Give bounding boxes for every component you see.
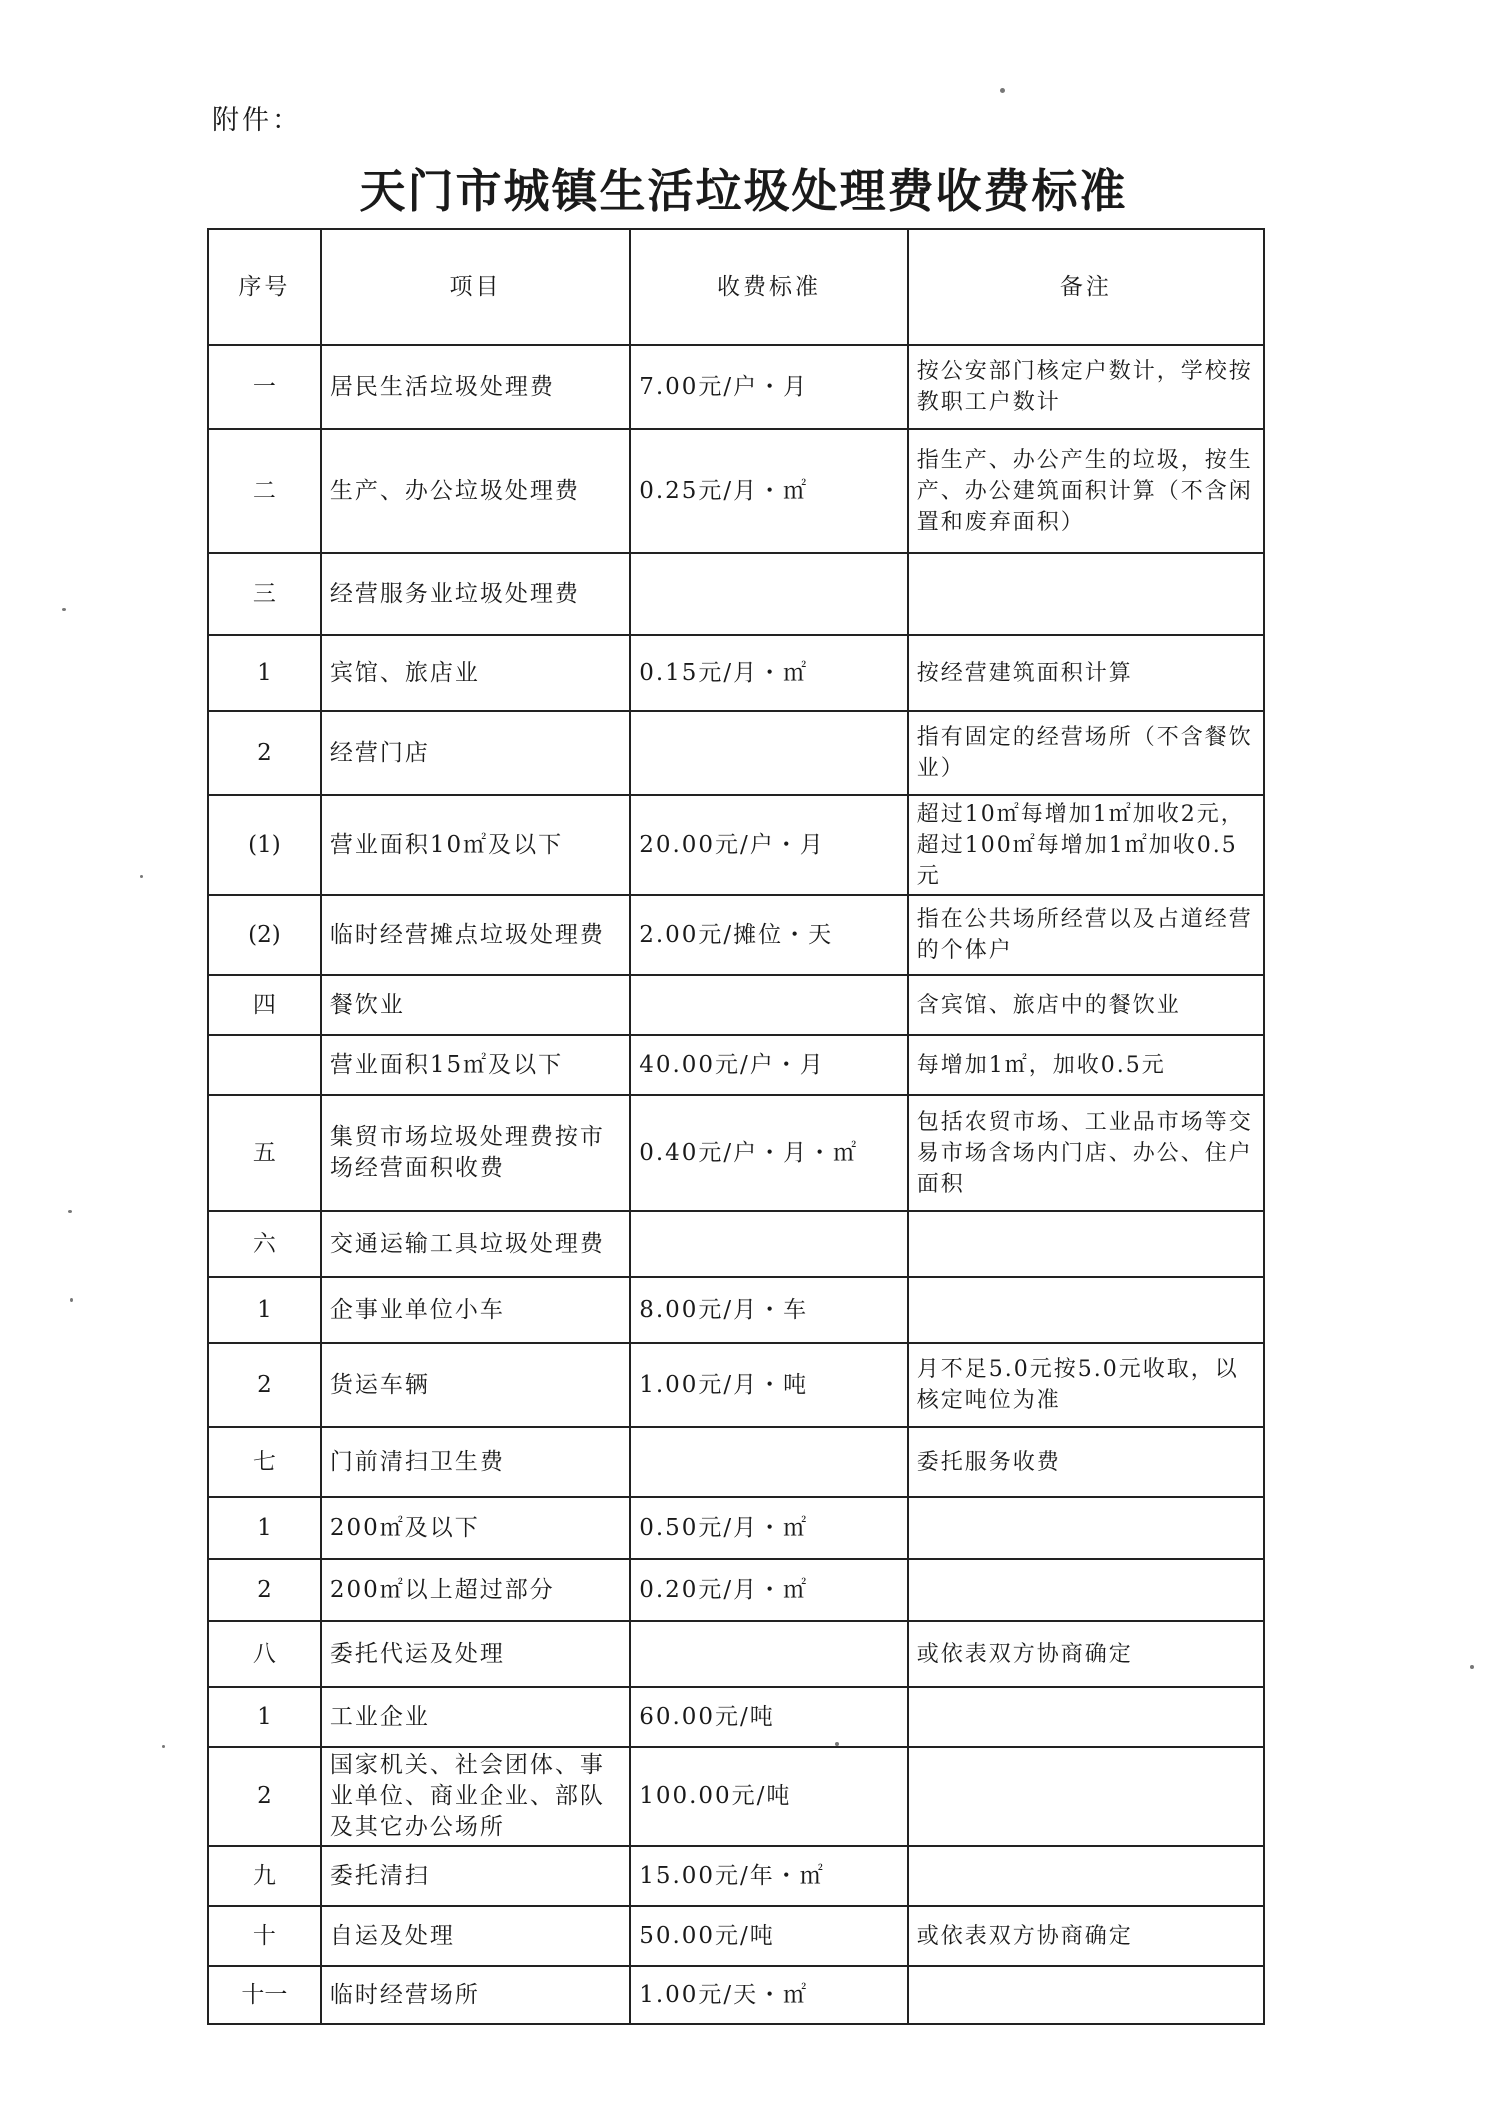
row-fee: 100.00元/吨	[630, 1747, 908, 1846]
row-fee: 60.00元/吨	[630, 1687, 908, 1747]
row-item: 货运车辆	[321, 1343, 630, 1427]
table-row	[208, 429, 1264, 553]
row-note: 或依表双方协商确定	[908, 1621, 1264, 1687]
row-note: 超过10㎡每增加1㎡加收2元，超过100㎡每增加1㎡加收0.5元	[908, 795, 1264, 895]
table-row	[208, 1343, 1264, 1427]
table-row	[208, 795, 1264, 895]
row-fee: 15.00元/年・㎡	[630, 1846, 908, 1906]
row-fee: 20.00元/户・月	[630, 795, 908, 895]
table-row	[208, 1211, 1264, 1277]
table-row	[208, 1687, 1264, 1747]
document-title: 天门市城镇生活垃圾处理费收费标准	[359, 164, 1128, 218]
row-note: 指生产、办公产生的垃圾，按生产、办公建筑面积计算（不含闲置和废弃面积）	[908, 429, 1264, 553]
row-item: 企事业单位小车	[321, 1277, 630, 1343]
table-row	[208, 1621, 1264, 1687]
row-note: 含宾馆、旅店中的餐饮业	[908, 975, 1264, 1035]
row-fee	[630, 1621, 908, 1687]
row-note: 指有固定的经营场所（不含餐饮业）	[908, 711, 1264, 795]
table-row	[208, 1277, 1264, 1343]
table-row	[208, 345, 1264, 429]
row-fee: 1.00元/天・㎡	[630, 1966, 908, 2024]
row-item: 委托代运及处理	[321, 1621, 630, 1687]
row-fee: 2.00元/摊位・天	[630, 895, 908, 975]
row-item: 经营门店	[321, 711, 630, 795]
row-note: 按经营建筑面积计算	[908, 635, 1264, 711]
row-note	[908, 1747, 1264, 1846]
row-seq: 一	[208, 345, 321, 429]
scan-speck	[68, 1210, 72, 1213]
row-fee: 0.20元/月・㎡	[630, 1559, 908, 1621]
row-item: 集贸市场垃圾处理费按市场经营面积收费	[321, 1095, 630, 1211]
attachment-label: 附件：	[212, 105, 302, 136]
row-note	[908, 553, 1264, 635]
scan-speck	[140, 875, 143, 878]
table-row	[208, 975, 1264, 1035]
table-row	[208, 1966, 1264, 2024]
row-note: 包括农贸市场、工业品市场等交易市场含场内门店、办公、住户面积	[908, 1095, 1264, 1211]
row-note	[908, 1277, 1264, 1343]
row-note	[908, 1211, 1264, 1277]
row-item: 工业企业	[321, 1687, 630, 1747]
table-row	[208, 1559, 1264, 1621]
row-seq: 八	[208, 1621, 321, 1687]
row-fee: 50.00元/吨	[630, 1906, 908, 1966]
row-note: 委托服务收费	[908, 1427, 1264, 1497]
row-fee: 7.00元/户・月	[630, 345, 908, 429]
header-item: 项目	[321, 229, 630, 345]
table-row	[208, 895, 1264, 975]
row-seq: 二	[208, 429, 321, 553]
row-item: 自运及处理	[321, 1906, 630, 1966]
row-seq: 九	[208, 1846, 321, 1906]
row-seq: 2	[208, 1747, 321, 1846]
scan-speck	[1470, 1665, 1474, 1669]
row-seq: 五	[208, 1095, 321, 1211]
fee-standard-table	[207, 228, 1265, 2025]
row-fee	[630, 553, 908, 635]
row-fee: 40.00元/户・月	[630, 1035, 908, 1095]
row-item: 营业面积10㎡及以下	[321, 795, 630, 895]
row-fee: 0.25元/月・㎡	[630, 429, 908, 553]
row-item: 交通运输工具垃圾处理费	[321, 1211, 630, 1277]
row-fee: 8.00元/月・车	[630, 1277, 908, 1343]
row-item: 200㎡以上超过部分	[321, 1559, 630, 1621]
row-item: 营业面积15㎡及以下	[321, 1035, 630, 1095]
row-item: 宾馆、旅店业	[321, 635, 630, 711]
row-fee: 0.40元/户・月・㎡	[630, 1095, 908, 1211]
row-note	[908, 1846, 1264, 1906]
row-seq: 四	[208, 975, 321, 1035]
row-seq: (1)	[208, 795, 321, 895]
row-seq: (2)	[208, 895, 321, 975]
row-fee	[630, 711, 908, 795]
scan-speck	[70, 1298, 73, 1302]
row-seq: 七	[208, 1427, 321, 1497]
row-seq: 2	[208, 1343, 321, 1427]
table-row	[208, 1095, 1264, 1211]
row-item: 200㎡及以下	[321, 1497, 630, 1559]
row-note: 或依表双方协商确定	[908, 1906, 1264, 1966]
header-note: 备注	[908, 229, 1264, 345]
table-row	[208, 553, 1264, 635]
row-note	[908, 1966, 1264, 2024]
row-fee: 0.50元/月・㎡	[630, 1497, 908, 1559]
table-header-row	[208, 229, 1264, 345]
scan-speck	[835, 1742, 839, 1746]
row-fee	[630, 1427, 908, 1497]
row-note	[908, 1687, 1264, 1747]
row-item: 临时经营场所	[321, 1966, 630, 2024]
row-seq: 2	[208, 1559, 321, 1621]
row-note: 指在公共场所经营以及占道经营的个体户	[908, 895, 1264, 975]
row-item: 临时经营摊点垃圾处理费	[321, 895, 630, 975]
row-seq: 1	[208, 1687, 321, 1747]
row-seq: 六	[208, 1211, 321, 1277]
row-note: 按公安部门核定户数计，学校按教职工户数计	[908, 345, 1264, 429]
row-seq: 三	[208, 553, 321, 635]
row-seq: 1	[208, 635, 321, 711]
table-row	[208, 1906, 1264, 1966]
row-seq	[208, 1035, 321, 1095]
row-item: 餐饮业	[321, 975, 630, 1035]
table-row	[208, 1427, 1264, 1497]
table-row	[208, 711, 1264, 795]
row-fee: 1.00元/月・吨	[630, 1343, 908, 1427]
table-row	[208, 635, 1264, 711]
row-item: 居民生活垃圾处理费	[321, 345, 630, 429]
row-item: 门前清扫卫生费	[321, 1427, 630, 1497]
scan-speck	[162, 1745, 165, 1748]
row-item: 生产、办公垃圾处理费	[321, 429, 630, 553]
table-row	[208, 1035, 1264, 1095]
row-seq: 十一	[208, 1966, 321, 2024]
table-row	[208, 1846, 1264, 1906]
row-note: 月不足5.0元按5.0元收取，以核定吨位为准	[908, 1343, 1264, 1427]
row-item: 国家机关、社会团体、事业单位、商业企业、部队及其它办公场所	[321, 1747, 630, 1846]
table-row	[208, 1747, 1264, 1846]
row-note: 每增加1㎡，加收0.5元	[908, 1035, 1264, 1095]
row-fee	[630, 975, 908, 1035]
row-fee	[630, 1211, 908, 1277]
row-item: 经营服务业垃圾处理费	[321, 553, 630, 635]
header-seq: 序号	[208, 229, 321, 345]
row-seq: 1	[208, 1497, 321, 1559]
scan-speck	[62, 608, 66, 611]
row-fee: 0.15元/月・㎡	[630, 635, 908, 711]
row-seq: 1	[208, 1277, 321, 1343]
header-fee: 收费标准	[630, 229, 908, 345]
row-item: 委托清扫	[321, 1846, 630, 1906]
table-row	[208, 1497, 1264, 1559]
scan-speck	[1000, 88, 1005, 93]
row-seq: 2	[208, 711, 321, 795]
row-note	[908, 1497, 1264, 1559]
row-seq: 十	[208, 1906, 321, 1966]
row-note	[908, 1559, 1264, 1621]
